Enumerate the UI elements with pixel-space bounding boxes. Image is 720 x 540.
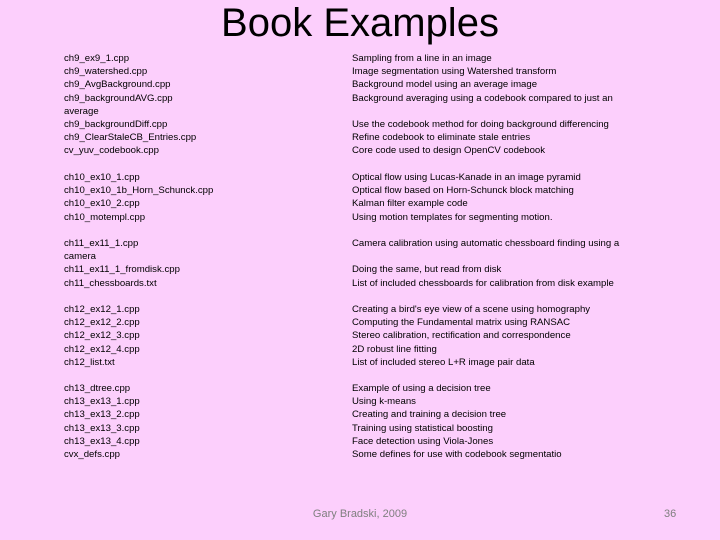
- file-name: ch10_ex10_2.cpp: [64, 198, 140, 210]
- file-description: [352, 250, 619, 263]
- file-name: ch12_ex12_2.cpp: [64, 317, 140, 329]
- file-description: Core code used to design OpenCV codebook: [352, 145, 546, 157]
- file-description: Background model using an average image: [352, 79, 538, 91]
- description-list: [352, 171, 581, 224]
- slide-title: Book Examples: [221, 1, 499, 45]
- file-name: ch11_chessboards.txt: [64, 277, 157, 289]
- file-description: [352, 105, 613, 118]
- description-list: [352, 52, 613, 158]
- file-description: Sampling from a line in an image: [352, 53, 492, 64]
- description-list: [352, 303, 590, 369]
- file-name: average: [64, 105, 99, 117]
- file-name: ch9_watershed.cpp: [64, 66, 148, 78]
- file-list: [64, 52, 196, 158]
- file-description: List of included chessboards for calibration from disk example: [352, 277, 614, 289]
- file-description: Stereo calibration, rectification and correspondence: [352, 330, 571, 342]
- file-description: Example of using a decision tree: [352, 383, 491, 394]
- file-list: [64, 303, 140, 369]
- file-description: Image segmentation using Watershed transform: [352, 66, 557, 78]
- file-name: cvx_defs.cpp: [64, 449, 120, 461]
- file-list: [64, 171, 213, 224]
- file-description: Using motion templates for segmenting motion.: [352, 211, 553, 223]
- file-name: ch12_ex12_4.cpp: [64, 343, 140, 355]
- file-list: [64, 237, 180, 290]
- file-name: ch11_ex11_1_fromdisk.cpp: [64, 264, 180, 276]
- file-description: Optical flow using Lucas-Kanade in an image pyramid: [352, 172, 581, 183]
- file-description: Some defines for use with codebook segmentatio: [352, 449, 562, 461]
- file-name: ch10_ex10_1b_Horn_Schunck.cpp: [64, 185, 214, 197]
- file-description: Background averaging using a codebook compared to just an: [352, 92, 613, 104]
- file-name: ch13_ex13_4.cpp: [64, 435, 140, 447]
- file-name: ch12_list.txt: [64, 356, 115, 368]
- file-description: Use the codebook method for doing background differencing: [352, 119, 609, 130]
- file-name: ch13_ex13_3.cpp: [64, 422, 140, 434]
- file-name: ch13_ex13_1.cpp: [64, 396, 140, 408]
- file-list: [64, 382, 140, 461]
- file-name: ch9_AvgBackground.cpp: [64, 79, 171, 91]
- description-list: [352, 237, 619, 290]
- file-name: ch11_ex11_1.cpp: [64, 238, 139, 249]
- file-name: ch12_ex12_3.cpp: [64, 330, 140, 342]
- footer-author: Gary Bradski, 2009: [312, 508, 408, 520]
- file-name: ch9_backgroundDiff.cpp: [64, 119, 168, 131]
- file-name: camera: [64, 251, 96, 263]
- file-description: Refine codebook to eliminate stale entries: [352, 132, 531, 144]
- file-name: ch9_ex9_1.cpp: [64, 53, 130, 64]
- file-description: Kalman filter example code: [352, 198, 468, 210]
- file-name: ch13_ex13_2.cpp: [64, 409, 140, 421]
- file-name: ch10_motempl.cpp: [64, 211, 146, 223]
- file-description: Creating and training a decision tree: [352, 409, 507, 421]
- file-description: Computing the Fundamental matrix using RANSAC: [352, 317, 571, 329]
- file-description: 2D robust line fitting: [352, 343, 437, 355]
- page-number: 36: [664, 508, 677, 520]
- file-description: Creating a bird's eye view of a scene using homography: [352, 304, 591, 315]
- file-name: ch13_dtree.cpp: [64, 383, 131, 394]
- file-description: Face detection using Viola-Jones: [352, 435, 494, 447]
- file-name: ch12_ex12_1.cpp: [64, 304, 140, 315]
- file-description: Doing the same, but read from disk: [352, 264, 502, 276]
- file-name: ch10_ex10_1.cpp: [64, 172, 140, 183]
- file-name: ch9_ClearStaleCB_Entries.cpp: [64, 132, 197, 144]
- file-description: List of included stereo L+R image pair data: [352, 356, 535, 368]
- file-name: cv_yuv_codebook.cpp: [64, 145, 159, 157]
- file-name: ch9_backgroundAVG.cpp: [64, 92, 173, 104]
- description-list: [352, 382, 562, 461]
- file-description: Optical flow based on Horn-Schunck block matching: [352, 185, 574, 197]
- file-description: Using k-means: [352, 396, 416, 408]
- file-description: Camera calibration using automatic chessboard finding using a: [352, 238, 620, 249]
- file-description: Training using statistical boosting: [352, 422, 493, 434]
